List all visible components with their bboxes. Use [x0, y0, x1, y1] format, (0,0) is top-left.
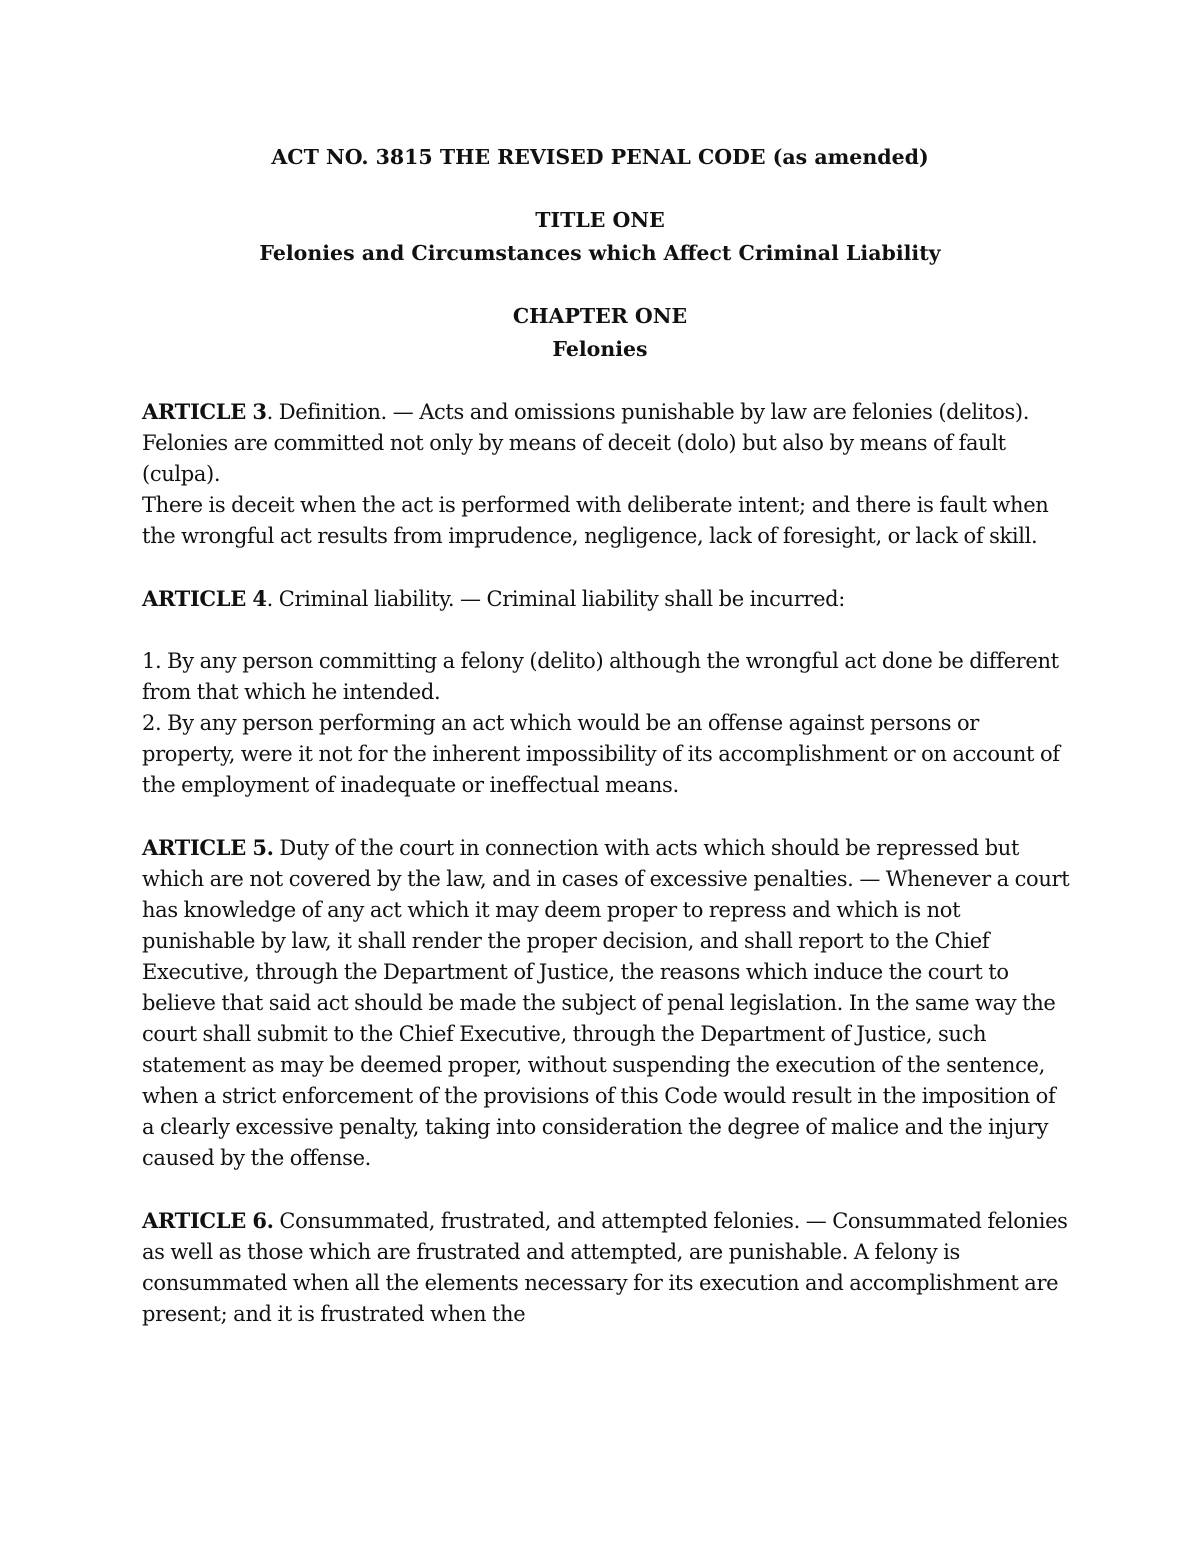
document-header [142, 140, 1058, 396]
document-title: ACT NO. 3815 THE REVISED PENAL CODE (as amended) [271, 145, 929, 169]
title-heading: TITLE ONE [535, 208, 665, 232]
article-text: . Definition. — Acts and omissions punishable by law are felonies (delitos). Felonies are committed not only by means of deceit (dolo) but also by means of fault (culpa). [142, 400, 1030, 486]
article-list-item: 1. By any person committing a felony (delito) although the wrongful act done be different from that which he intended. [142, 649, 1059, 704]
article-paragraph [142, 832, 1072, 1174]
article-5 [142, 832, 1072, 1174]
article-label: ARTICLE 3 [142, 399, 267, 424]
chapter-subheading: Felonies [552, 337, 648, 361]
article-3 [142, 396, 1072, 552]
document-content [142, 140, 1072, 1330]
article-label: ARTICLE 5. [142, 835, 274, 860]
article-6 [142, 1205, 1072, 1330]
article-label: ARTICLE 6. [142, 1208, 274, 1233]
chapter-heading: CHAPTER ONE [512, 304, 688, 328]
article-paragraph [142, 396, 1072, 490]
article-text: Duty of the court in connection with acts which should be repressed but which are not covered by the law, and in cases of excessive penalties. — Whenever a court has knowledge of any act which it may deem proper to repress and which is not punishable by law, it shall render the proper decision, and shall report to the Chief Executive, through the Department of Justice, the reasons which induce the court to believe that said act should be made the subject of penal legislation. In the same way the court shall submit to the Chief Executive, through the Department of Justice, such statement as may be deemed proper, without suspending the execution of the sentence, when a strict enforcement of the provisions of this Code would result in the imposition of a clearly excessive penalty, taking into consideration the degree of malice and the injury caused by the offense. [142, 836, 1070, 1170]
article-4 [142, 583, 1072, 801]
title-subheading: Felonies and Circumstances which Affect Criminal Liability [259, 241, 941, 265]
article-paragraph [142, 1205, 1072, 1330]
article-paragraph: There is deceit when the act is performed with deliberate intent; and there is fault when the wrongful act results from imprudence, negligence, lack of foresight, or lack of skill. [142, 493, 1049, 548]
article-text: . Criminal liability. — Criminal liability shall be incurred: [266, 587, 846, 611]
article-list-item: 2. By any person performing an act which would be an offense against persons or property, were it not for the inherent impossibility of its accomplishment or on account of the employment of inadequate or ineffectual means. [142, 711, 1060, 797]
article-label: ARTICLE 4 [142, 586, 267, 611]
article-text: Consummated, frustrated, and attempted felonies. — Consummated felonies as well as those which are frustrated and attempted, are punishable. A felony is consummated when all the elements necessary for its execution and accomplishment are present; and it is frustrated when the [142, 1209, 1068, 1326]
article-paragraph [142, 583, 1072, 615]
